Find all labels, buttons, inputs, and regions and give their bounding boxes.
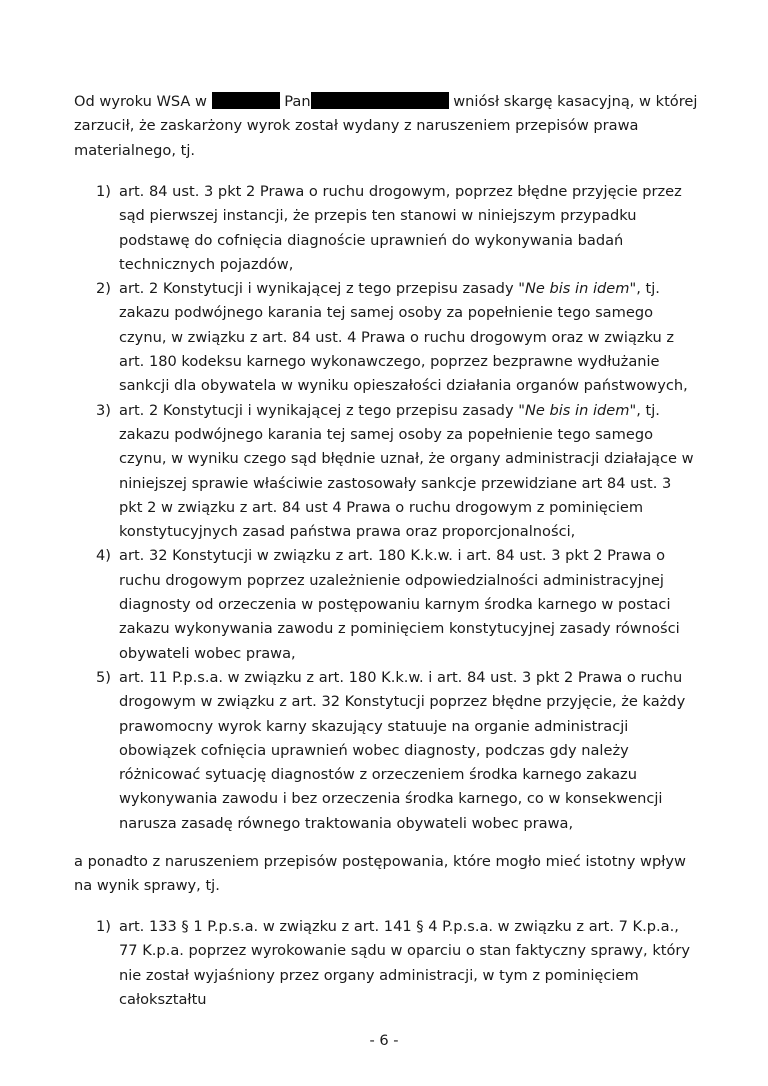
- list-item-text: art. 84 ust. 3 pkt 2 Prawa o ruchu drogowym, poprzez błędne przyjęcie przez sąd pierwszej instancji, że przepis ten stanowi w niniejszym przypadku podstawę do cofnięcia diagnoście uprawnień do wykonywania badań technicznych pojazdów,: [119, 183, 682, 273]
- list-item: [74, 277, 698, 398]
- list-item: [74, 666, 698, 836]
- procedural-charges-list: [74, 915, 698, 1012]
- list-item-text-start: art. 2 Konstytucji i wynikającej z tego przepisu zasady ": [119, 401, 525, 419]
- list-item-text-start: art. 2 Konstytucji i wynikającej z tego przepisu zasady ": [119, 280, 525, 298]
- list-item-number: 1): [96, 918, 111, 935]
- list-item-text: art. 11 P.p.s.a. w związku z art. 180 K.k.w. i art. 84 ust. 3 pkt 2 Prawa o ruchu drogowym w związku z art. 32 Konstytucji poprzez błędne przyjęcie, że każdy prawomocny wyrok karny skazujący statuuje na organie administracji obowiązek cofnięcia uprawnień wobec diagnosty, podczas gdy należy różnicować sytuację diagnostów z orzeczeniem środka karnego zakazu wykonywania zawodu i bez orzeczenia środka karnego, co w konsekwencji narusza zasadę równego traktowania obywateli wobec prawa,: [119, 668, 686, 832]
- intro-text-2: Pan: [284, 93, 311, 110]
- intro-text-3: wniósł skargę kasacyjną, w której zarzucił, że zaskarżony wyrok został wydany z naruszeniem przepisów prawa materialnego, tj.: [74, 93, 698, 159]
- list-item-number: 2): [96, 280, 111, 298]
- list-item: [74, 399, 698, 545]
- list-item: [74, 915, 698, 1012]
- list-item-number: 3): [96, 401, 111, 419]
- list-item-text-end: ", tj. zakazu podwójnego karania tej samej osoby za popełnienie tego samego czynu, w wyniku czego sąd błędnie uznał, że organy administracji działające w niniejszej sprawie właściwie zastosowały sankcje przewidziane art 84 ust. 3 pkt 2 w związku z art. 84 ust 4 Prawa o ruchu drogowym z pominięciem konstytucyjnych zasad państwa prawa oraz proporcjonalności,: [119, 401, 694, 541]
- redaction-bar-court: [212, 92, 280, 109]
- list-item-text-end: ", tj. zakazu podwójnego karania tej samej osoby za popełnienie tego samego czynu, w związku z art. 84 ust. 4 Prawa o ruchu drogowym oraz w związku z art. 180 kodeksu karnego wykonawczego, poprzez bezprawne wydłużanie sankcji dla obywatela w wyniku opieszałości działania organów państwowych,: [119, 280, 688, 395]
- procedural-intro-paragraph: a ponadto z naruszeniem przepisów postępowania, które mogło mieć istotny wpływ na wynik sprawy, tj.: [74, 853, 686, 895]
- substantive-charges-list: [74, 180, 698, 836]
- page-number: - 6 -: [369, 1032, 399, 1049]
- redaction-bar-name: [311, 92, 449, 109]
- latin-phrase: Ne bis in idem: [524, 280, 630, 298]
- list-item: [74, 544, 698, 665]
- list-item: [74, 180, 698, 277]
- intro-text-1: Od wyroku WSA w: [74, 93, 207, 110]
- list-item-text: art. 133 § 1 P.p.s.a. w związku z art. 141 § 4 P.p.s.a. w związku z art. 7 K.p.a., 77 K.p.a. poprzez wyrokowanie sądu w oparciu o stan faktyczny sprawy, który nie został wyjaśniony przez organy administracji, w tym z pominięciem całokształtu: [119, 918, 691, 1008]
- latin-phrase: Ne bis in idem: [524, 401, 630, 419]
- intro-paragraph: [74, 90, 698, 163]
- list-item-number: 1): [96, 183, 111, 200]
- list-item-text: art. 32 Konstytucji w związku z art. 180 K.k.w. i art. 84 ust. 3 pkt 2 Prawa o ruchu drogowym poprzez uzależnienie odpowiedzialności administracyjnej diagnosty od orzeczenia w postępowaniu karnym środka karnego w postaci zakazu wykonywania zawodu z pominięciem konstytucyjnej zasady równości obywateli wobec prawa,: [119, 547, 680, 662]
- list-item-number: 5): [96, 668, 111, 686]
- list-item-number: 4): [96, 547, 111, 565]
